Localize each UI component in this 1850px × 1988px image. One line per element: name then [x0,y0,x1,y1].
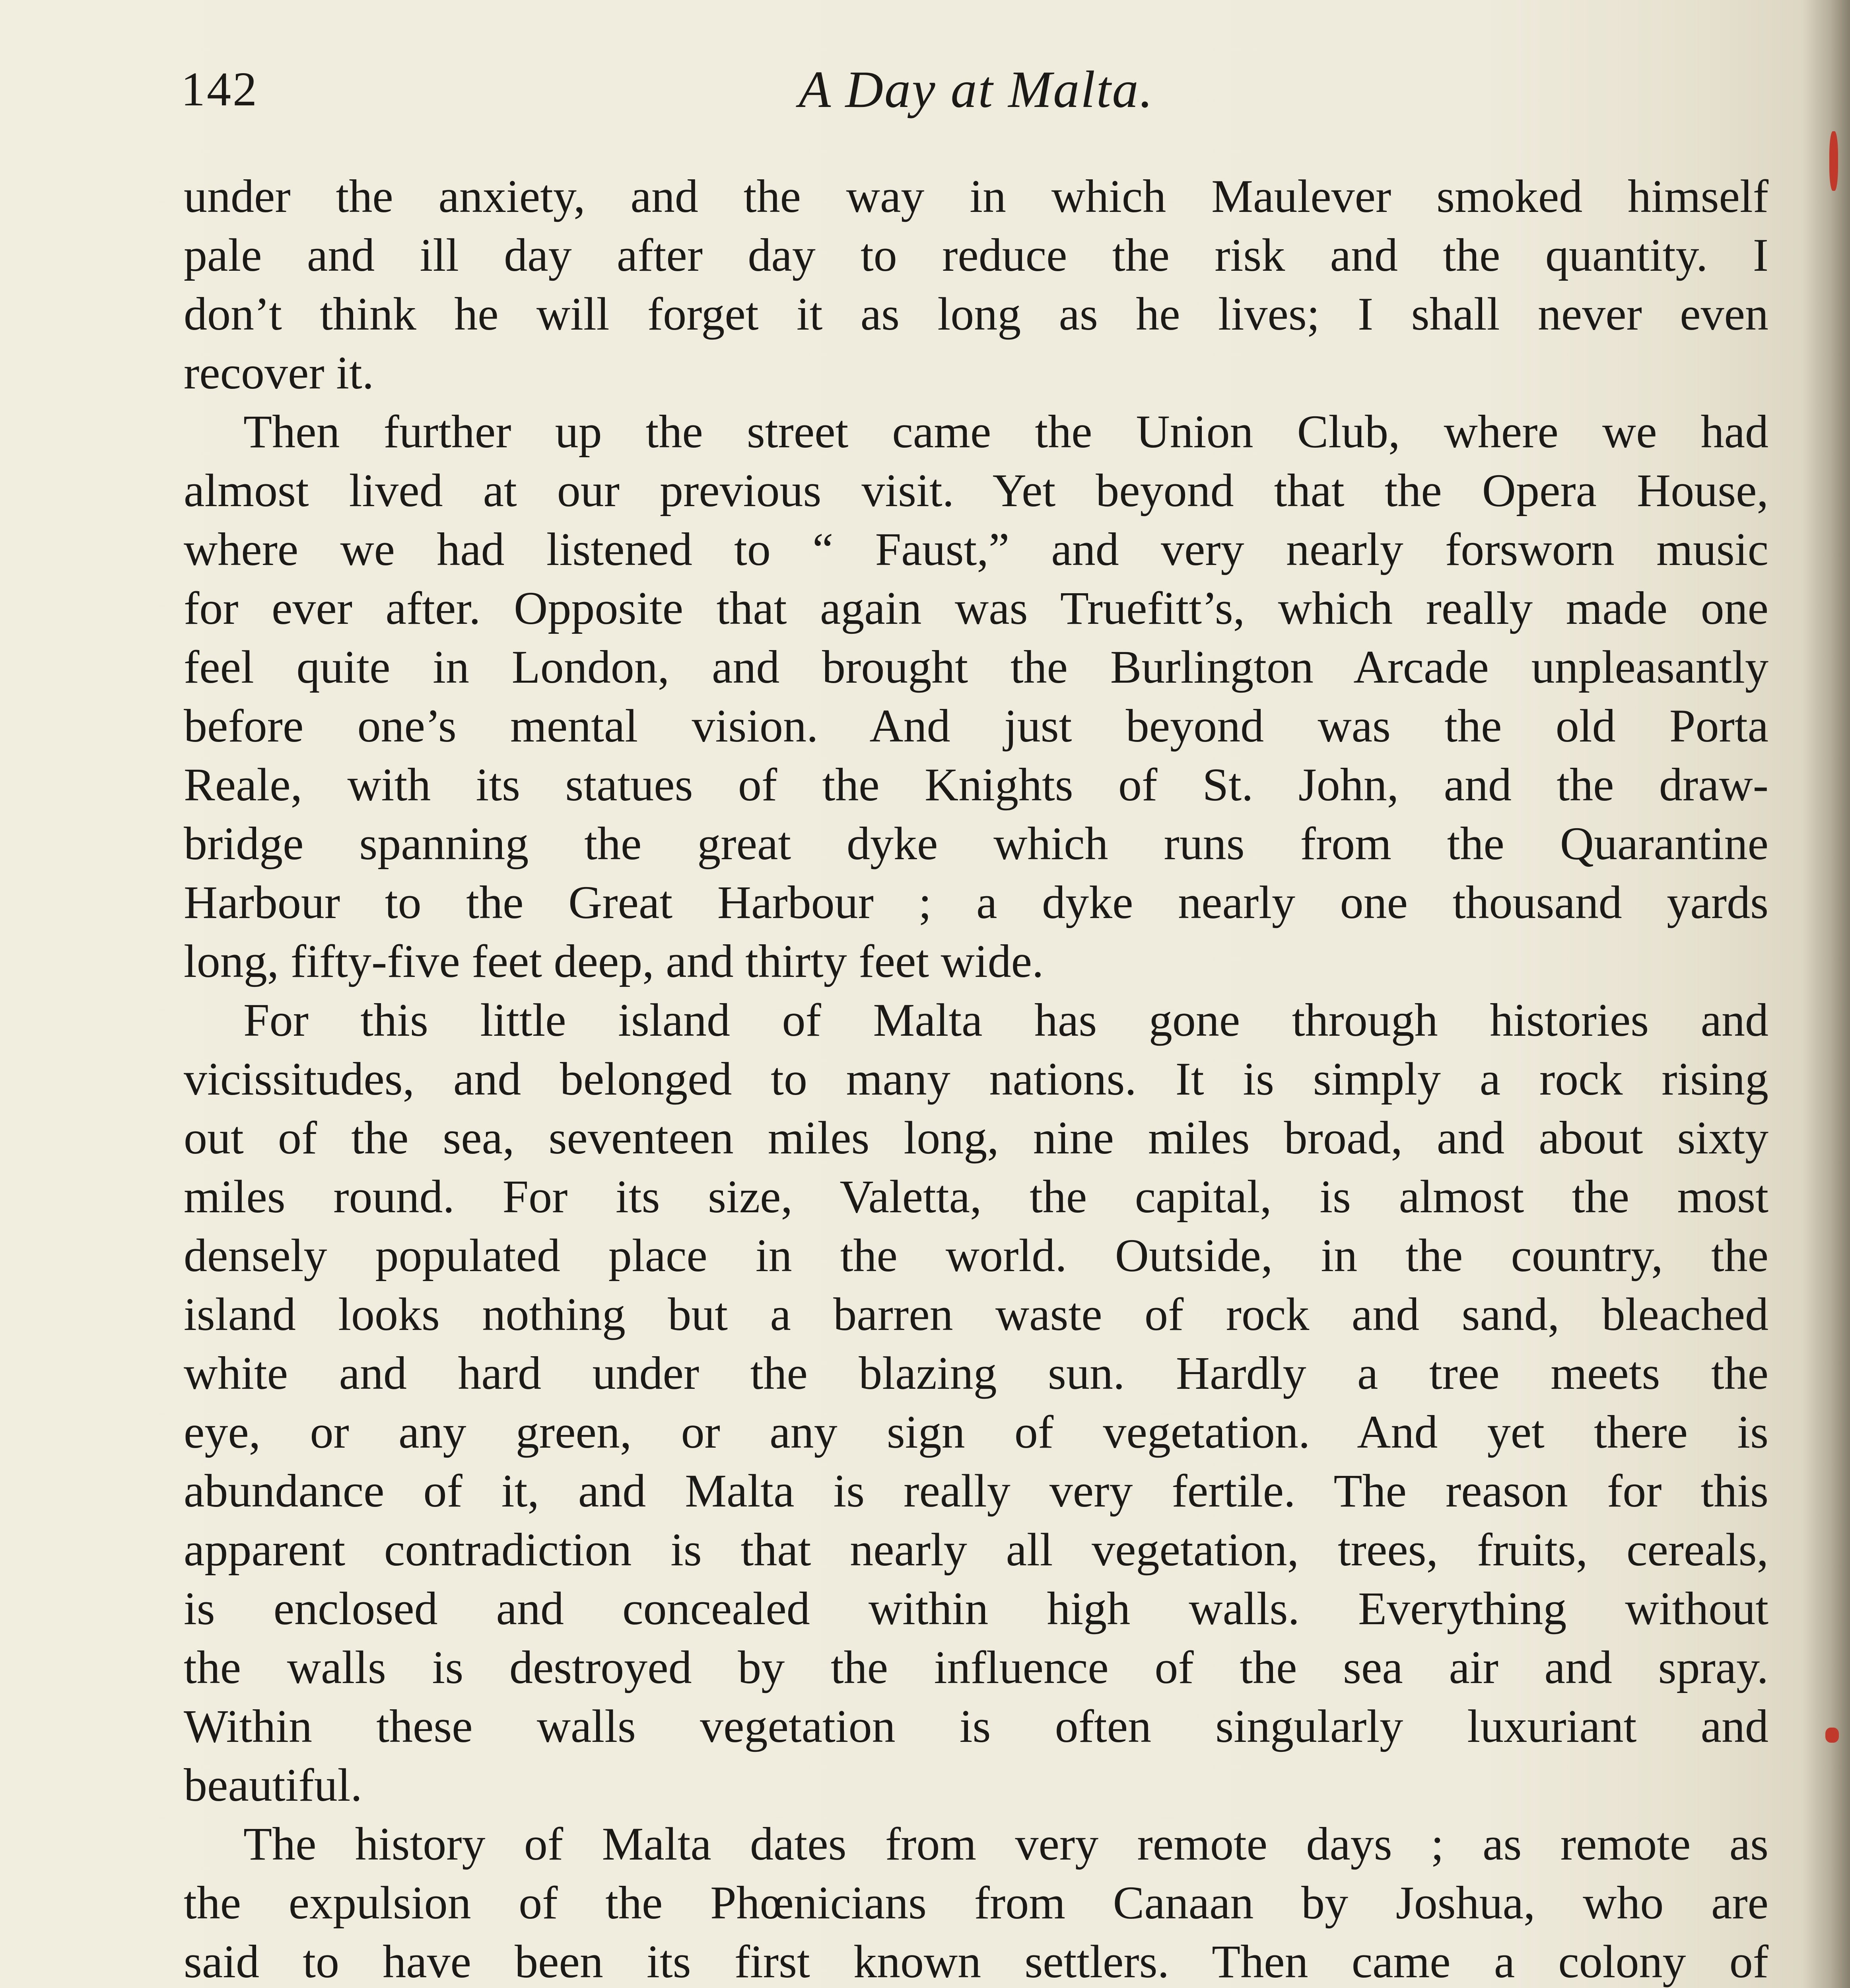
paragraph-first-line: For this little island of Malta has gone through histories and [243,994,1768,1046]
text-line: is enclosed and concealed within high walls. Everything without [184,1582,1768,1635]
text-line: eye, or any green, or any sign of vegetation. And yet there is [184,1406,1768,1458]
text-line: out of the sea, seventeen miles long, nine miles broad, and about sixty [184,1112,1768,1164]
text-line: beautiful. [184,1759,362,1811]
text-line: for ever after. Opposite that again was Truefitt’s, which really made one [184,582,1768,634]
text-line: the expulsion of the Phœnicians from Canaan by Joshua, who are [184,1877,1768,1929]
text-line: densely populated place in the world. Outside, in the country, the [184,1229,1768,1281]
text-line: Harbour to the Great Harbour ; a dyke nearly one thousand yards [184,876,1768,928]
text-line: almost lived at our previous visit. Yet beyond that the Opera House, [184,464,1768,516]
margin-ink-mark [1829,131,1838,191]
text-line: miles round. For its size, Valetta, the capital, is almost the most [184,1171,1768,1223]
text-line: pale and ill day after day to reduce the risk and the quantity. I [184,229,1768,281]
text-line: white and hard under the blazing sun. Hardly a tree meets the [184,1347,1768,1399]
text-line: long, fifty-five feet deep, and thirty feet wide. [184,935,1044,987]
text-line: Within these walls vegetation is often singularly luxuriant and [184,1700,1768,1752]
text-line: said to have been its first known settlers. Then came a colony of [184,1936,1768,1988]
paragraph-first-line: The history of Malta dates from very remote days ; as remote as [243,1818,1768,1870]
text-line: bridge spanning the great dyke which runs from the Quarantine [184,817,1768,870]
text-line: before one’s mental vision. And just beyond was the old Porta [184,700,1768,752]
body-text [184,167,1768,1988]
running-title: A Day at Malta. [799,60,1154,118]
text-line: don’t think he will forget it as long as he lives; I shall never even [184,288,1768,340]
text-line: apparent contradiction is that nearly all vegetation, trees, fruits, cereals, [184,1524,1768,1576]
text-line: vicissitudes, and belonged to many nations. It is simply a rock rising [184,1053,1768,1105]
text-line: island looks nothing but a barren waste of rock and sand, bleached [184,1288,1768,1340]
page-header [181,54,1772,125]
text-line: abundance of it, and Malta is really very fertile. The reason for this [184,1465,1768,1517]
text-line: recover it. [184,347,374,399]
page-number: 142 [181,62,258,116]
text-line: feel quite in London, and brought the Burlington Arcade unpleasantly [184,641,1768,693]
text-line: the walls is destroyed by the influence of the sea air and spray. [184,1641,1768,1693]
paragraph-first-line: Then further up the street came the Union Club, where we had [243,406,1768,458]
text-line: Reale, with its statues of the Knights of St. John, and the draw- [184,759,1768,811]
text-line: where we had listened to “ Faust,” and very nearly forsworn music [184,523,1768,575]
margin-ink-mark [1825,1728,1839,1743]
page-gutter-shadow [1802,0,1850,1988]
text-line: under the anxiety, and the way in which Maulever smoked himself [184,170,1768,222]
